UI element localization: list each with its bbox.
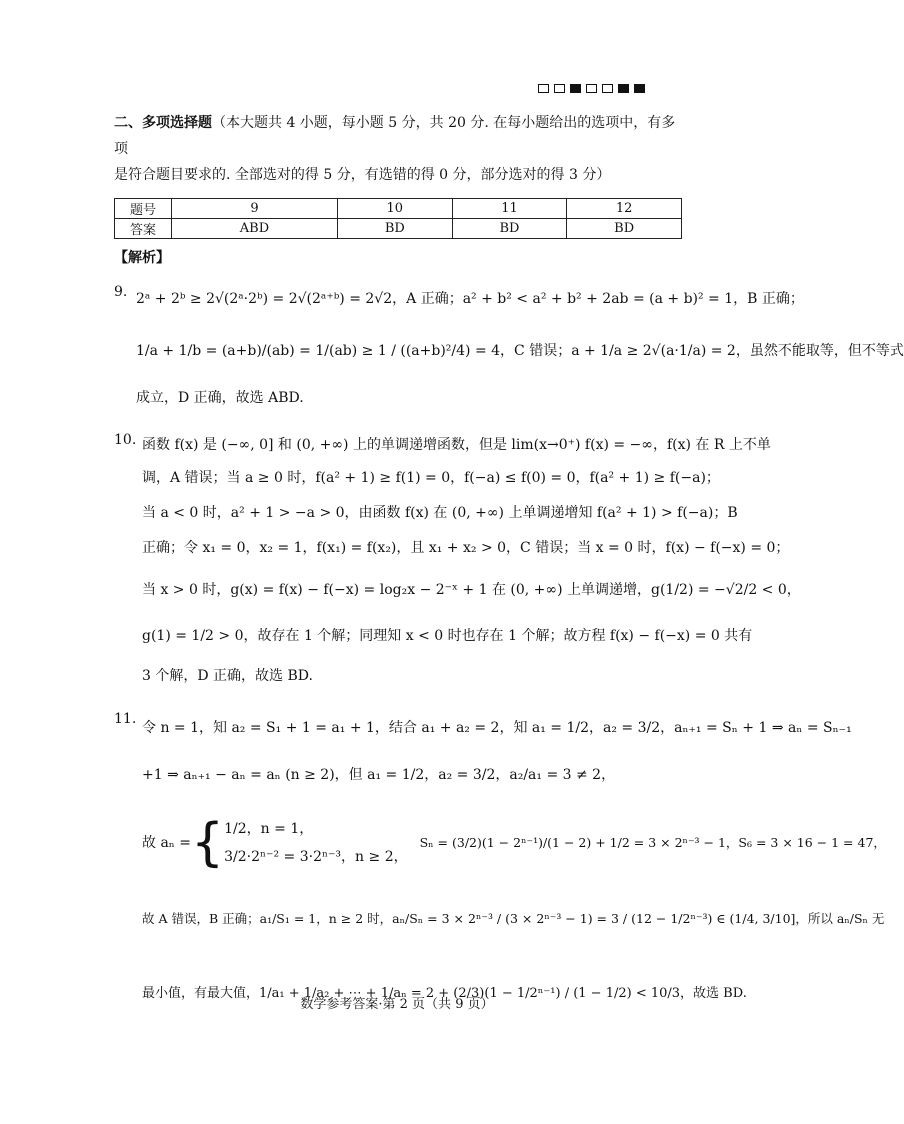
table-cell-question: 12	[567, 199, 682, 219]
answer-table	[114, 198, 682, 239]
q9-line-2: 1/a + 1/b = (a+b)/(ab) = 1/(ab) ≥ 1 / ((a+b)²/4) = 4，C 错误；a + 1/a ≥ 2√(a·1/a) = 2，虽然不能取等，但不等式	[136, 343, 904, 359]
q11-number: 11.	[114, 711, 137, 727]
q11-piecewise	[224, 815, 407, 871]
q11-an-label: 故 aₙ =	[142, 835, 192, 851]
q9-number: 9.	[114, 284, 128, 300]
section-title	[114, 110, 684, 188]
header-mark-3	[570, 84, 581, 93]
q11-line-5: 最小值，有最大值，1/a₁ + 1/a₂ + ⋯ + 1/aₙ = 2 + (2/3)(1 − 1/2ⁿ⁻¹) / (1 − 1/2) < 10/3，故选 BD.	[142, 986, 747, 1001]
q10-line-7: 3 个解，D 正确，故选 BD.	[142, 668, 313, 684]
q10-block	[114, 429, 801, 694]
header-mark-7	[634, 84, 645, 93]
q11-case-2: 3/2·2ⁿ⁻² = 3·2ⁿ⁻³，n ≥ 2，	[224, 849, 408, 865]
q9-line-1: 2ᵃ + 2ᵇ ≥ 2√(2ᵃ·2ᵇ) = 2√(2ᵃ⁺ᵇ) = 2√2，A 正确；a² + b² < a² + b² + 2ab = (a + b)² = 1，B 正确；	[136, 291, 804, 307]
q11-block	[114, 708, 886, 1034]
q10-line-4: 正确；令 x₁ = 0，x₂ = 1，f(x₁) = f(x₂)，且 x₁ + x₂ > 0，C 错误；当 x = 0 时，f(x) − f(−x) = 0；	[142, 540, 790, 556]
q10-line-1: 函数 f(x) 是 (−∞, 0] 和 (0, +∞) 上的单调递增函数，但是 lim(x→0⁺) f(x) = −∞，f(x) 在 R 上不单	[142, 437, 771, 453]
q11-case-1: 1/2，n = 1，	[224, 821, 314, 837]
table-label-answer: 答案	[115, 219, 172, 239]
answer-sheet	[114, 110, 904, 1034]
table-cell-question: 11	[452, 199, 567, 219]
q11-line-1: 令 n = 1，知 a₂ = S₁ + 1 = a₁ + 1，结合 a₁ + a₂ = 2，知 a₁ = 1/2，a₂ = 3/2，aₙ₊₁ = Sₙ + 1 ⇒ aₙ = Sₙ₋₁	[142, 720, 852, 736]
header-mark-2	[554, 84, 565, 93]
q10-line-5: 当 x > 0 时，g(x) = f(x) − f(−x) = log₂x − 2⁻ˣ + 1 在 (0, +∞) 上单调递增，g(1/2) = −√2/2 < 0，	[142, 582, 801, 598]
header-mark-5	[602, 84, 613, 93]
table-cell-answer: BD	[452, 219, 567, 239]
section-heading: 二、多项选择题	[114, 115, 212, 131]
header-mark-4	[586, 84, 597, 93]
table-cell-answer: ABD	[172, 219, 338, 239]
q10-line-6: g(1) = 1/2 > 0，故存在 1 个解；同理知 x < 0 时也存在 1 个解；故方程 f(x) − f(−x) = 0 共有	[142, 628, 753, 644]
q9-block	[114, 281, 904, 413]
header-mark-1	[538, 84, 549, 93]
q10-line-2: 调，A 错误；当 a ≥ 0 时，f(a² + 1) ≥ f(1) = 0，f(−a) ≤ f(0) = 0，f(a² + 1) ≥ f(−a)；	[142, 470, 720, 486]
section-desc-2: 是符合题目要求的. 全部选对的得 5 分，有选错的得 0 分，部分选对的得 3 分）	[114, 167, 611, 183]
header-mark-6	[618, 84, 629, 93]
section-desc-1: （本大题共 4 小题，每小题 5 分，共 20 分. 在每小题给出的选项中，有多项	[114, 115, 676, 157]
table-cell-question: 10	[337, 199, 452, 219]
q11-line-4: 故 A 错误，B 正确；a₁/S₁ = 1，n ≥ 2 时，aₙ/Sₙ = 3 × 2ⁿ⁻³ / (3 × 2ⁿ⁻³ − 1) = 3 / (12 − 1/2ⁿ⁻³) ∈ (1/4, 3/10]，所以 aₙ/Sₙ 无	[142, 911, 885, 926]
left-brace-icon: {	[191, 813, 225, 873]
table-label-question: 题号	[115, 199, 172, 219]
q10-number: 10.	[114, 432, 137, 448]
q9-line-3: 成立，D 正确，故选 ABD.	[136, 390, 304, 406]
page-footer: 数学参考答案·第 2 页（共 9 页）	[300, 997, 494, 1012]
table-cell-answer: BD	[567, 219, 682, 239]
header-marks	[538, 84, 645, 93]
table-cell-answer: BD	[337, 219, 452, 239]
table-row-questions	[115, 199, 682, 219]
analysis-tag: 【解析】	[114, 250, 170, 266]
q11-line-2: +1 ⇒ aₙ₊₁ − aₙ = aₙ (n ≥ 2)，但 a₁ = 1/2，a₂ = 3/2，a₂/a₁ = 3 ≠ 2，	[142, 767, 616, 783]
q11-line-3	[114, 802, 886, 884]
q10-line-3: 当 a < 0 时，a² + 1 > −a > 0，由函数 f(x) 在 (0, +∞) 上单调递增知 f(a² + 1) > f(−a)；B	[142, 505, 738, 521]
q11-sn-formula: Sₙ = (3/2)(1 − 2ⁿ⁻¹)/(1 − 2) + 1/2 = 3 × 2ⁿ⁻³ − 1，S₆ = 3 × 16 − 1 = 47，	[419, 835, 886, 850]
table-row-answers	[115, 219, 682, 239]
table-cell-question: 9	[172, 199, 338, 219]
